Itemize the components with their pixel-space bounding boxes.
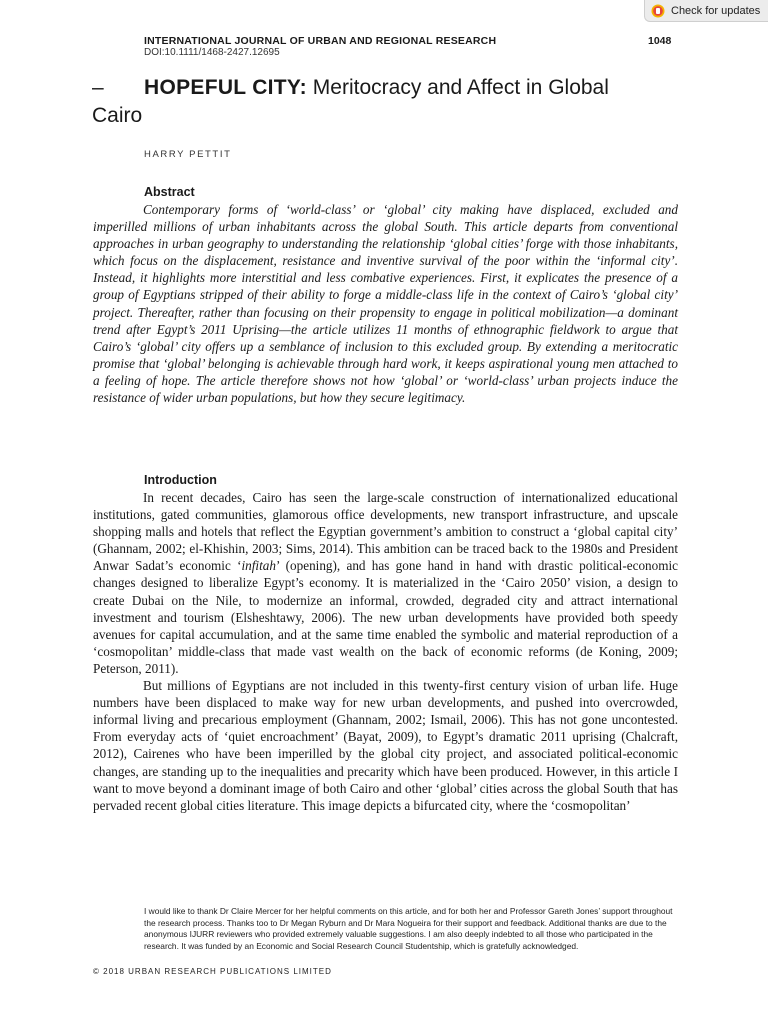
footnote: I would like to thank Dr Claire Mercer for her helpful comments on this article, and for both her and Professor Gareth Jones’ support throughout the research process. Thanks too to Dr Megan Ryburn and Dr Mara Nogueira for their support and feedback. Additional thanks are due to the anonymous IJURR reviewers who provided extremely valuable suggestions. I am also deeply indebted to all those who participated in the research. It was funded by an Economic and Social Research Council Studentship, which is gratefully acknowledged. (144, 906, 673, 951)
check-for-updates-button[interactable] (644, 0, 768, 22)
abstract-heading: Abstract (144, 185, 195, 199)
check-updates-icon (651, 4, 665, 18)
check-updates-label: Check for updates (671, 4, 761, 17)
intro-p1-part1: In recent decades, Cairo has seen the large-scale construction of internationalized educational institutions, gated communities, glamorous office developments, new transport infrastructure, and upscale shopping malls and hotels that reflect the Egyptian government’s ambition to construct a ‘global capital city’ (Ghannam, 2002; el-Khishin, 2003; Sims, 2014). This ambition can be traced back to the 1980s and President Anwar Sadat’s economic ‘ (93, 490, 678, 574)
doi: DOI:10.1111/1468-2427.12695 (144, 47, 280, 58)
intro-paragraph-1 (93, 489, 678, 677)
intro-p1-italic: infitah (241, 558, 276, 574)
copyright: © 2018 URBAN RESEARCH PUBLICATIONS LIMITED (93, 967, 332, 976)
journal-name: INTERNATIONAL JOURNAL OF URBAN AND REGIONAL RESEARCH (144, 35, 497, 47)
introduction-body (93, 489, 678, 814)
article-title-continued: Cairo (92, 104, 143, 127)
intro-paragraph-2: But millions of Egyptians are not included in this twenty-first century vision of urban life. Huge numbers have been displaced to make way for new urban developments, and pushed into overcrowded, informal living and precarious employment (Ghannam, 2002; Ismail, 2006). This has not gone uncontested. From everyday acts of ‘quiet encroachment’ (Bayat, 2009), to Egypt’s dramatic 2011 uprising (Chalcraft, 2012), Cairenes who have been imperilled by the global city project, and associated political-economic changes, are standing up to the inequalities and precarity which have been produced. However, in this article I want to move beyond a dominant image of both Cairo and other ‘global’ cities across the global South that has pervaded recent global cities literature. This image depicts a bifurcated city, where the ‘cosmopolitan’ (93, 678, 678, 813)
abstract-paragraph: Contemporary forms of ‘world-class’ or ‘global’ city making have displaced, excluded and imperilled millions of urban inhabitants across the global South. This article departs from conventional approaches in urban geography to understanding the relationship ‘global cities’ forge with those inhabitants, which focus on the displacement, resistance and inventive survival of the poor within the ‘informal city’. Instead, it highlights more interstitial and less combative experiences. First, it explicates the presence of a group of Egyptians stripped of their ability to forge a middle-class life in the context of Cairo’s ‘global city’ project. Thereafter, rather than focusing on their propensity to engage in political mobilization—a dominant trend after Egypt’s 2011 Uprising—the article utilizes 11 months of ethnographic fieldwork to argue that Cairo’s ‘global’ city offers up a semblance of inclusion to this excluded group. By extending a meritocratic promise that ‘global’ belonging is achievable through hard work, it keeps aspirational young men attached to a feeling of hope. The article therefore shows not how ‘global’ or ‘world-class’ urban projects induce the resistance of wider urban populations, but how they secure legitimacy. (93, 202, 678, 406)
introduction-heading: Introduction (144, 473, 217, 487)
page-number: 1048 (648, 35, 672, 47)
title-bold: HOPEFUL CITY: (144, 76, 307, 99)
intro-p1-part2: ’ (opening), and has gone hand in hand with drastic political-economic changes designed to liberalize Egypt’s economy. It is materialized in the ‘Cairo 2050’ vision, a design to create Dubai on the Nile, to modernize an informal, crowded, degraded city and attract international investment and tourism (Elsheshtawy, 2006). The new urban developments have provided both speedy avenues for capital accumulation, and at the same time enabled the symbolic and material reproduction of a ‘cosmopolitan’ middle-class that made vast wealth on the back of economic reforms (de Koning, 2009; Peterson, 2011). (93, 558, 678, 676)
title-dash: – (92, 76, 104, 99)
abstract-text (93, 201, 678, 406)
author-name: HARRY PETTIT (144, 149, 232, 160)
article-title (144, 74, 684, 102)
title-rest: Meritocracy and Affect in Global (306, 76, 609, 99)
